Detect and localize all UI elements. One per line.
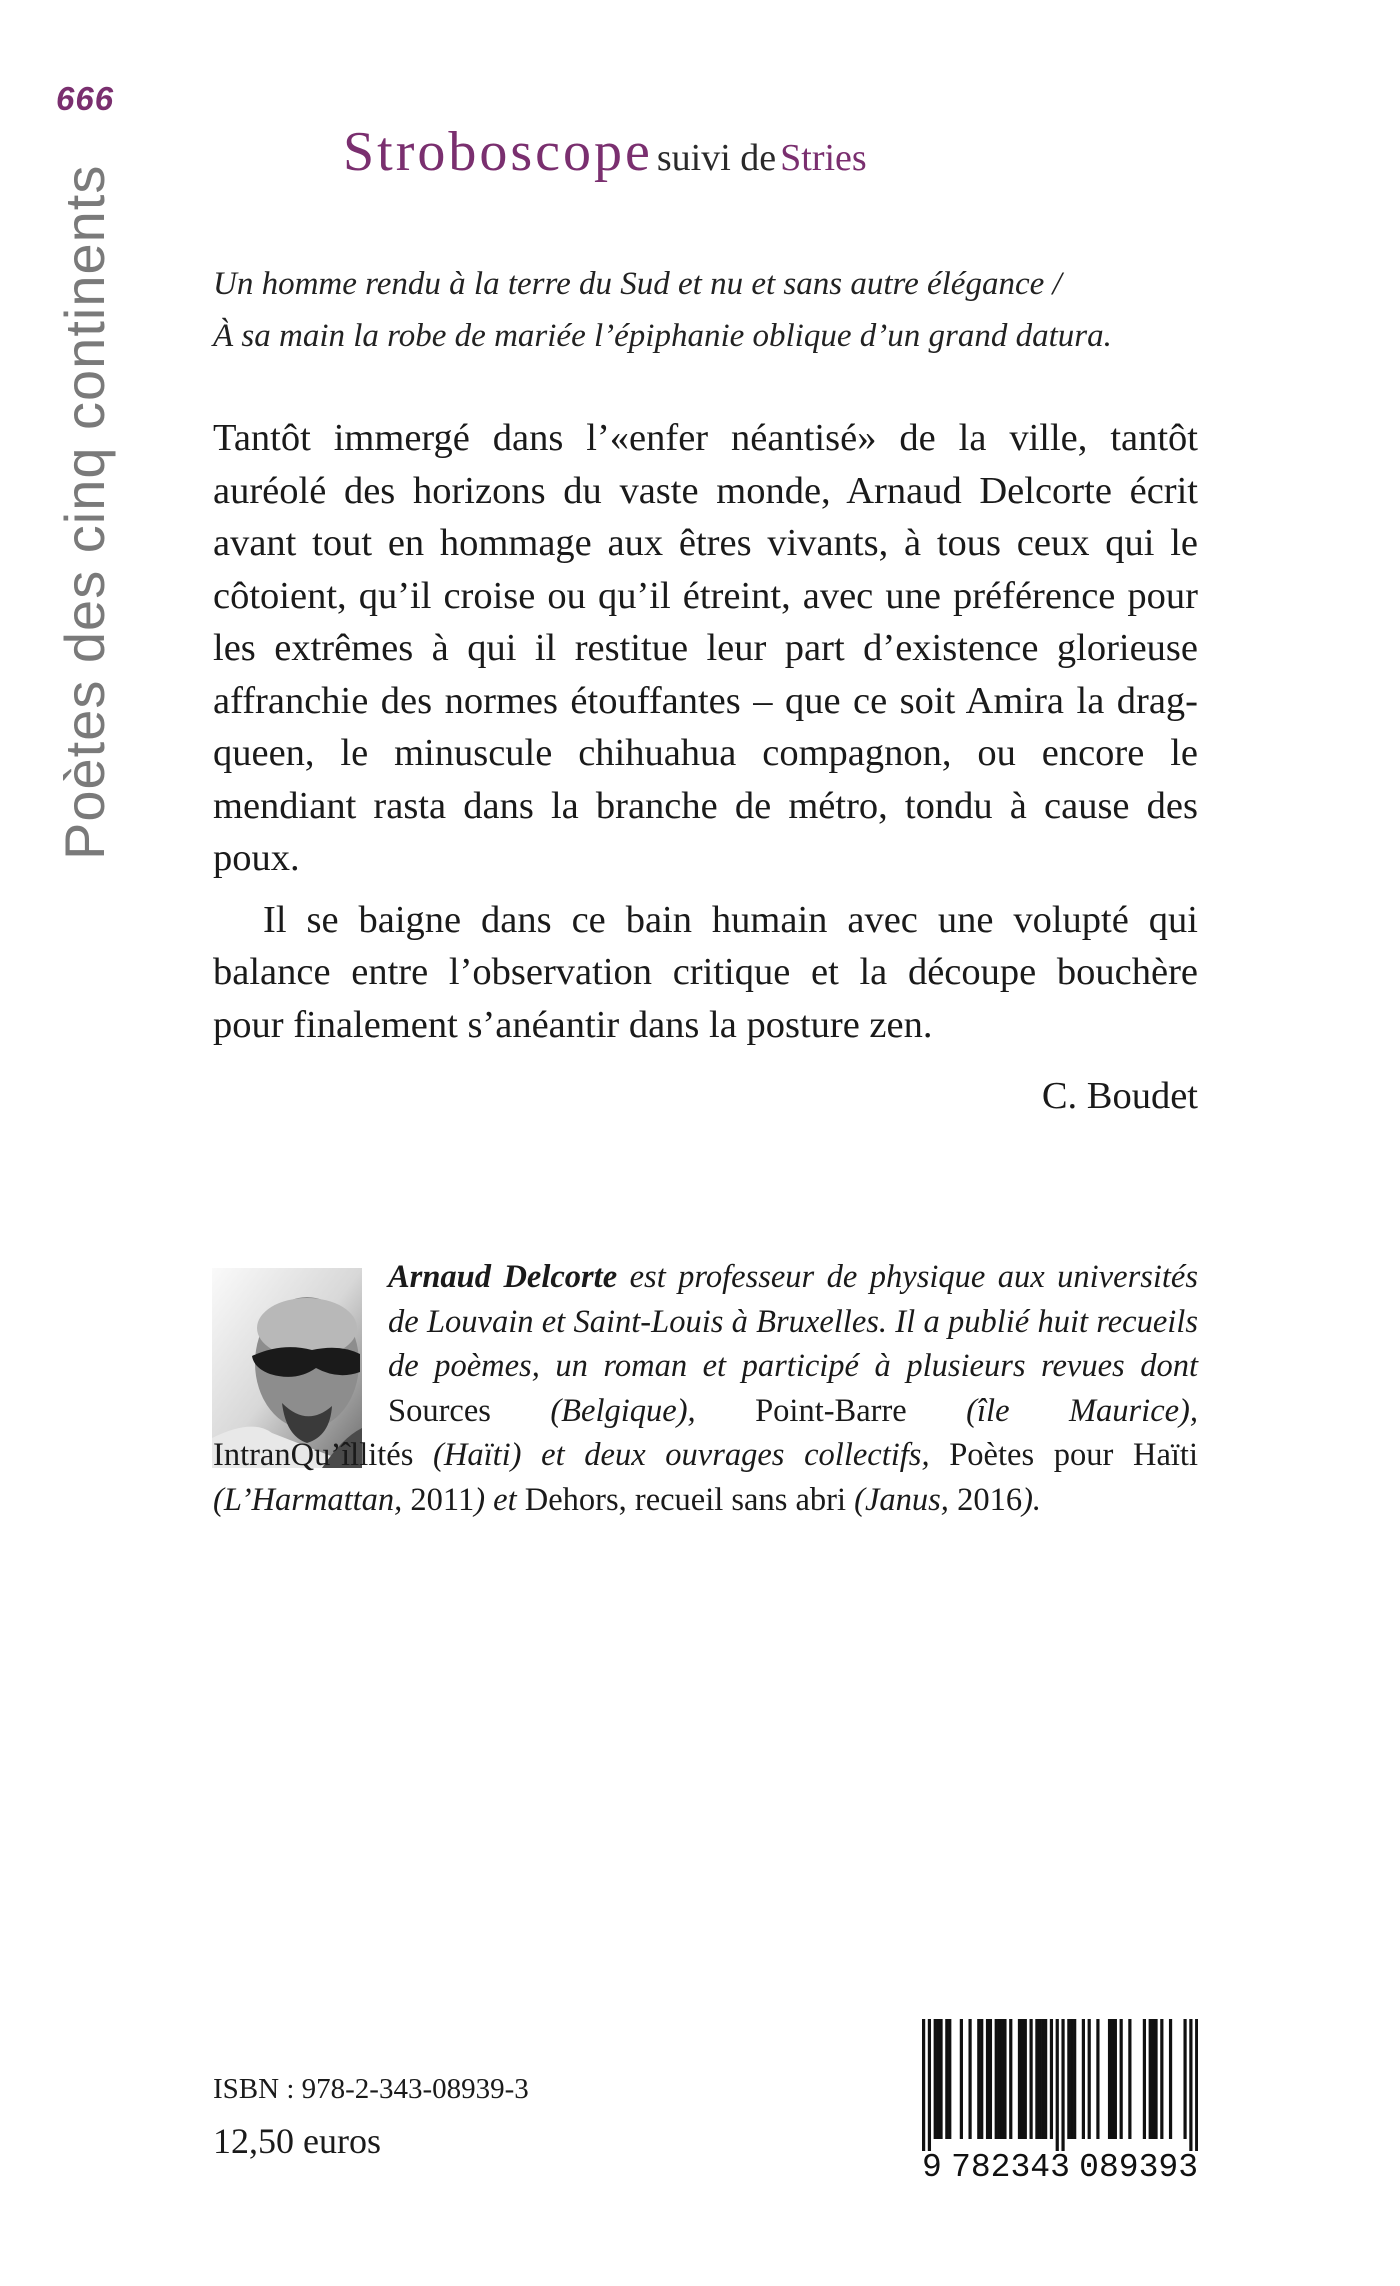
bio-year: 2011 xyxy=(410,1481,475,1518)
barcode-bar xyxy=(939,2019,942,2139)
barcode-bar xyxy=(986,2019,989,2139)
barcode-bar xyxy=(1073,2019,1076,2139)
barcode-bar xyxy=(1061,2019,1064,2151)
barcode-bar xyxy=(1050,2019,1053,2139)
barcode-bar xyxy=(1152,2019,1155,2139)
barcode-bar xyxy=(1128,2019,1131,2139)
title-connector: suivi de xyxy=(656,137,777,179)
barcode-bar xyxy=(948,2019,951,2139)
barcode-bar xyxy=(1003,2019,1006,2139)
bio-text: (Belgique), xyxy=(490,1392,756,1429)
barcode-bar xyxy=(1038,2019,1041,2139)
epigraph-line: Un homme rendu à la terre du Sud et nu et sans autre élégance / xyxy=(213,266,1062,302)
bio-work-title: Point-Barre xyxy=(755,1392,907,1429)
barcode-bar xyxy=(1035,2019,1038,2139)
barcode-bar xyxy=(977,2019,980,2139)
barcode-bar xyxy=(968,2019,971,2139)
bio-text: (L’Harmattan, xyxy=(213,1481,411,1518)
barcode-bar xyxy=(1195,2019,1198,2151)
series-number: 666 xyxy=(56,80,115,117)
barcode-bar xyxy=(1024,2019,1027,2139)
barcode-bar xyxy=(1000,2019,1003,2139)
barcode-bar xyxy=(1149,2019,1152,2139)
barcode-bar xyxy=(928,2019,931,2151)
barcode-bar xyxy=(1114,2019,1117,2139)
barcode-bar xyxy=(1067,2019,1070,2139)
barcode-bar xyxy=(1154,2019,1157,2139)
barcode-right-group: 089393 xyxy=(1079,2149,1198,2186)
barcode-bar xyxy=(1009,2019,1012,2139)
barcode-bar xyxy=(1018,2019,1021,2139)
bio-work-title: Sources xyxy=(388,1392,491,1429)
title-main: Stroboscope xyxy=(343,121,653,183)
bio-text: est professeur de physique aux universités de Louvain et Saint-Louis à Bruxelles. Il a publié huit recueils de poèmes, un roman et participé à plusieurs revues dont xyxy=(388,1259,1198,1384)
barcode-bar xyxy=(1120,2019,1123,2139)
barcode-bars xyxy=(922,2019,1198,2151)
blurb-paragraph: Tantôt immergé dans l’«enfer néantisé» de la ville, tantôt auréolé des horizons du vaste monde, Arnaud Delcorte écrit avant tout en hommage aux êtres vivants, à tous ceux qui le côtoient, qu’il croise ou qu’il étreint, avec une préférence pour les extrêmes à qui il restitue leur part d’existence glorieuse affranchie des normes étouffantes – que ce soit Amira la drag-queen, le minuscule chihuahua compagnon, ou encore le mendiant rasta dans la branche de métro, tondu à cause des poux. xyxy=(213,417,1198,879)
barcode-bar xyxy=(1041,2019,1044,2139)
isbn: ISBN : 978-2-343-08939-3 xyxy=(213,2073,529,2105)
series-name: Poètes des cinq continents xyxy=(53,164,116,860)
barcode-digits xyxy=(922,2149,1198,2186)
barcode-bar xyxy=(1096,2019,1099,2139)
bio-work-title: Poètes pour Haïti xyxy=(949,1437,1198,1473)
book-title xyxy=(343,120,867,184)
barcode-bar xyxy=(1108,2019,1111,2139)
bio-text: ). xyxy=(1022,1481,1042,1518)
bio-text: ) et xyxy=(474,1481,525,1518)
barcode-bar xyxy=(995,2019,998,2139)
barcode-bar xyxy=(1021,2019,1024,2139)
barcode-bar xyxy=(1169,2019,1172,2139)
author-bio xyxy=(213,1255,1198,1522)
bio-year: 2016 xyxy=(957,1481,1023,1518)
barcode-bar xyxy=(922,2019,925,2151)
barcode-bar xyxy=(937,2019,940,2139)
barcode-bar xyxy=(1160,2019,1163,2139)
barcode-left-group: 782343 xyxy=(951,2149,1070,2186)
barcode-bar xyxy=(1143,2019,1146,2139)
barcode-bar xyxy=(1111,2019,1114,2139)
barcode-bar xyxy=(998,2019,1001,2139)
title-subtitle: Stries xyxy=(780,137,867,179)
barcode-bar xyxy=(980,2019,983,2139)
barcode-bar xyxy=(1056,2019,1059,2151)
blurb-signature: C. Boudet xyxy=(1041,1075,1198,1117)
barcode-bar xyxy=(934,2019,937,2139)
barcode-bar xyxy=(945,2019,948,2139)
bio-work-title: Dehors, recueil sans abri xyxy=(524,1481,847,1518)
bio-text: (Janus, xyxy=(846,1481,958,1518)
barcode-bar xyxy=(1044,2019,1047,2139)
barcode-bar xyxy=(1088,2019,1091,2139)
barcode xyxy=(922,2019,1198,2185)
barcode-bar xyxy=(1082,2019,1085,2139)
barcode-bar xyxy=(960,2019,963,2139)
bio-text: (Haïti) et deux ouvrages collectifs, xyxy=(413,1437,950,1473)
author-name: Arnaud Delcorte xyxy=(388,1259,618,1295)
barcode-bar xyxy=(1070,2019,1073,2139)
blurb-paragraph: Il se baigne dans ce bain humain avec une volupté qui balance entre l’observation critique et la découpe bouchère pour finalement s’anéantir dans la posture zen. xyxy=(213,898,1198,1046)
barcode-first-digit: 9 xyxy=(922,2149,942,2186)
bio-work-title: IntranQu’îllités xyxy=(213,1437,414,1473)
price: 12,50 euros xyxy=(213,2121,381,2161)
bio-text: (île Maurice), xyxy=(906,1392,1198,1429)
epigraph-line: À sa main la robe de mariée l’épiphanie oblique d’un grand datura. xyxy=(213,318,1112,354)
barcode-bar xyxy=(1189,2019,1192,2151)
barcode-bar xyxy=(1183,2019,1186,2139)
barcode-bar xyxy=(1029,2019,1032,2139)
blurb xyxy=(213,412,1198,1051)
epigraph xyxy=(213,258,1213,362)
barcode-bar xyxy=(989,2019,992,2139)
